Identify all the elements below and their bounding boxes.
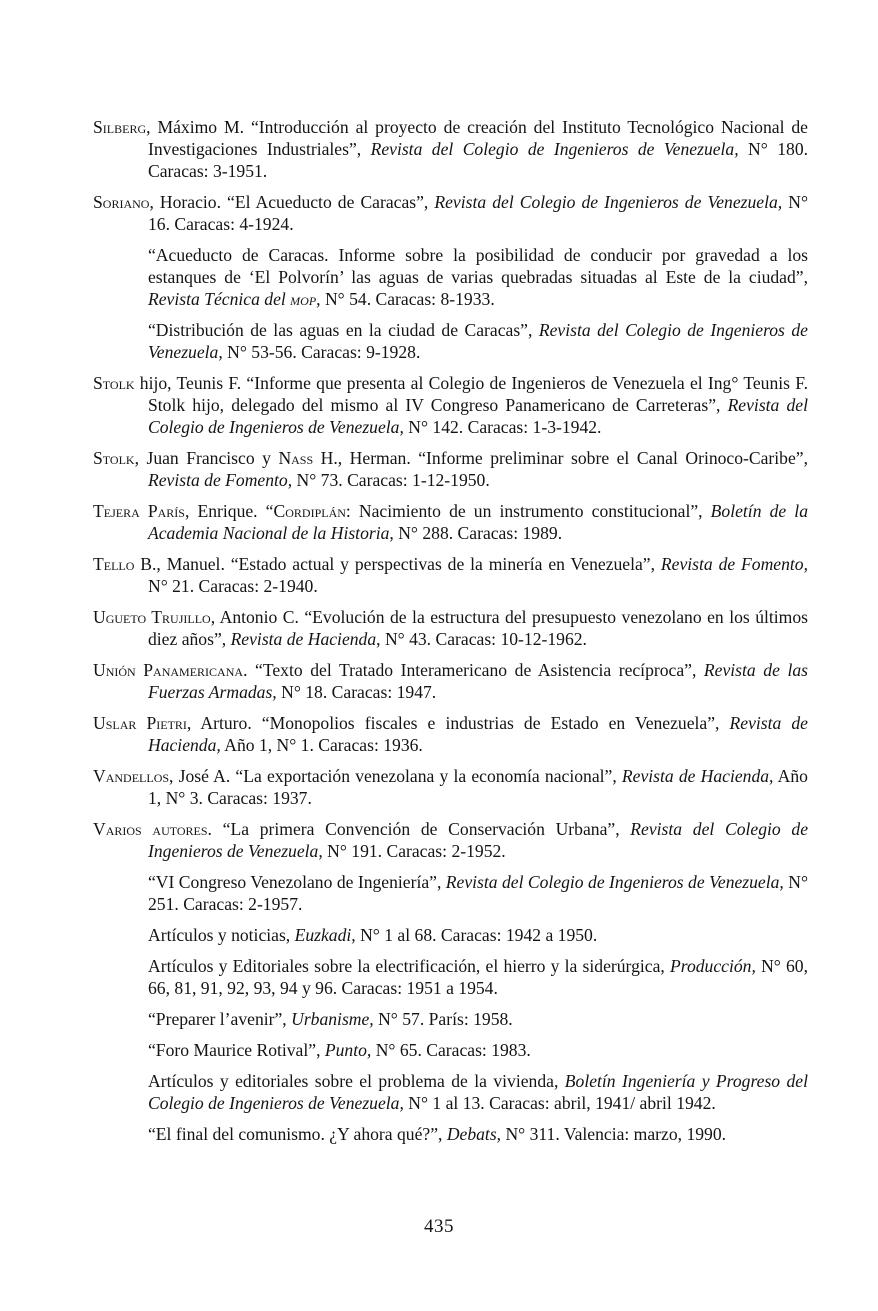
- entry-text-segment: Debats,: [446, 1124, 502, 1144]
- bibliography-entry: [148, 955, 808, 999]
- entry-text-segment: “VI Congreso Venezolano de Ingeniería”,: [148, 872, 446, 892]
- entry-text-segment: Revista de Hacienda,: [148, 713, 808, 755]
- entry-text-segment: Revista del Colegio de Ingenieros de Venezuela,: [370, 139, 739, 159]
- bibliography-entry: [148, 1008, 808, 1030]
- entry-text-segment: Tello: [93, 554, 135, 574]
- entry-text-segment: Revista del Colegio de Ingenieros de Venezuela,: [434, 192, 783, 212]
- entry-text-segment: N° 54. Caracas: 8-1933.: [320, 289, 495, 309]
- entry-text-segment: Revista de Fomento,: [660, 554, 808, 574]
- entry-text-segment: N° 251. Caracas: 2-1957.: [148, 872, 809, 914]
- entry-text-segment: ,: [316, 289, 321, 309]
- entry-text-segment: Euzkadi,: [294, 925, 356, 945]
- entry-text-segment: N° 65. Caracas: 1983.: [371, 1040, 531, 1060]
- entry-text-segment: N° 1 al 68. Caracas: 1942 a 1950.: [355, 925, 598, 945]
- entry-text-segment: , José A. “La exportación venezolana y la economía nacional”,: [169, 766, 622, 786]
- bibliography-entry: [148, 319, 808, 363]
- entry-text-segment: B., Manuel. “Estado actual y perspectivas de la minería en Venezuela”,: [134, 554, 661, 574]
- entry-text-segment: , Máximo M. “Introducción al proyecto de creación del Instituto Tecnológico Nacional de Investigaciones Industriales”,: [146, 117, 808, 159]
- entry-text-segment: , Antonio C. “Evolución de la estructura del presupuesto venezolano en los últimos diez años”,: [148, 607, 809, 649]
- entry-text-segment: Uslar Pietri: [93, 713, 187, 733]
- entry-text-segment: Urbanisme,: [291, 1009, 374, 1029]
- entry-text-segment: , Horacio. “El Acueducto de Caracas”,: [149, 192, 435, 212]
- entry-text-segment: : Nacimiento de un instrumento constitucional”,: [345, 501, 711, 521]
- entry-text-segment: Soriano: [93, 192, 150, 212]
- page-number: 435: [424, 1216, 454, 1237]
- entry-text-segment: N° 191. Caracas: 2-1952.: [322, 841, 506, 861]
- entry-text-segment: “Preparer l’avenir”,: [148, 1009, 292, 1029]
- bibliography-entry: [148, 924, 808, 946]
- entry-text-segment: hijo, Teunis F. “Informe que presenta al Colegio de Ingenieros de Venezuela el Ing° Teunis F. Stolk hijo, delegado del mismo al IV Congreso Panamericano de Carreteras”,: [134, 373, 808, 415]
- bibliography-entry: [148, 1070, 808, 1114]
- entry-text-segment: N° 21. Caracas: 2-1940.: [148, 576, 318, 596]
- entry-text-segment: Año 1, N° 3. Caracas: 1937.: [148, 766, 808, 808]
- entry-text-segment: N° 180. Caracas: 3-1951.: [148, 139, 809, 181]
- bibliography-entry: [93, 372, 808, 438]
- bibliography-entry: [93, 500, 808, 544]
- bibliography-entry: [93, 116, 808, 182]
- entry-text-segment: Silberg: [93, 117, 147, 137]
- entry-text-segment: Revista de Hacienda: [230, 629, 377, 649]
- entry-text-segment: “Foro Maurice Rotival”,: [148, 1040, 325, 1060]
- bibliography-entry: [148, 244, 808, 310]
- entry-text-segment: Cordiplán: [273, 501, 346, 521]
- entry-text-segment: N° 16. Caracas: 4-1924.: [148, 192, 808, 234]
- entry-text-segment: Revista del Colegio de Ingenieros de Venezuela,: [148, 320, 808, 362]
- entry-text-segment: Revista del Colegio de Ingenieros de Venezuela,: [445, 872, 784, 892]
- entry-text-segment: , Arturo. “Monopolios fiscales e industrias de Estado en Venezuela”,: [186, 713, 730, 733]
- entry-text-segment: Boletín de la Academia Nacional de la Historia,: [148, 501, 808, 543]
- bibliography-entries: [93, 116, 808, 1154]
- bibliography-entry: [93, 606, 808, 650]
- entry-text-segment: “Distribución de las aguas en la ciudad de Caracas”,: [148, 320, 539, 340]
- entry-text-segment: Artículos y editoriales sobre el problema de la vivienda,: [148, 1071, 565, 1091]
- entry-text-segment: Stolk: [93, 373, 135, 393]
- entry-text-segment: Artículos y Editoriales sobre la electrificación, el hierro y la siderúrgica,: [148, 956, 671, 976]
- entry-text-segment: . “La primera Convención de Conservación Urbana”,: [207, 819, 631, 839]
- entry-text-segment: Año 1, N° 1. Caracas: 1936.: [220, 735, 423, 755]
- entry-text-segment: Boletín Ingeniería y Progreso del Colegio de Ingenieros de Venezuela,: [148, 1071, 809, 1113]
- entry-text-segment: Vandellos: [93, 766, 170, 786]
- entry-text-segment: Producción,: [670, 956, 756, 976]
- entry-text-segment: Stolk: [93, 448, 135, 468]
- entry-text-segment: Unión Panamericana: [93, 660, 244, 680]
- entry-text-segment: H., Herman. “Informe preliminar sobre el Canal Orinoco-Caribe”,: [313, 448, 808, 468]
- entry-text-segment: Nass: [278, 448, 314, 468]
- entry-text-segment: , Juan Francisco y: [134, 448, 279, 468]
- entry-text-segment: N° 57. París: 1958.: [373, 1009, 513, 1029]
- entry-text-segment: Punto,: [324, 1040, 372, 1060]
- entry-text-segment: Revista de Hacienda,: [621, 766, 774, 786]
- entry-text-segment: Tejera París: [93, 501, 185, 521]
- entry-text-segment: Revista de Fomento,: [148, 470, 293, 490]
- bibliography-entry: [148, 871, 808, 915]
- entry-text-segment: Ugueto Trujillo: [93, 607, 211, 627]
- entry-text-segment: Revista del Colegio de Ingenieros de Venezuela,: [148, 395, 808, 437]
- entry-text-segment: Revista Técnica del: [148, 289, 291, 309]
- entry-text-segment: “Acueducto de Caracas. Informe sobre la posibilidad de conducir por gravedad a los estanques de ‘El Polvorín’ las aguas de varias quebradas situadas al Este de la ciudad”,: [148, 245, 808, 287]
- bibliography-entry: [148, 1123, 808, 1145]
- bibliography-entry: [93, 447, 808, 491]
- entry-text-segment: “El final del comunismo. ¿Y ahora qué?”,: [148, 1124, 447, 1144]
- bibliography-entry: [93, 765, 808, 809]
- entry-text-segment: N° 311. Valencia: marzo, 1990.: [501, 1124, 727, 1144]
- entry-text-segment: N° 53-56. Caracas: 9-1928.: [222, 342, 421, 362]
- entry-text-segment: mop: [290, 289, 317, 309]
- entry-text-segment: N° 60, 66, 81, 91, 92, 93, 94 y 96. Caracas: 1951 a 1954.: [148, 956, 809, 998]
- entry-text-segment: N° 73. Caracas: 1-12-1950.: [292, 470, 490, 490]
- entry-text-segment: Revista de las Fuerzas Armadas,: [148, 660, 808, 702]
- bibliography-entry: [93, 659, 808, 703]
- entry-text-segment: , N° 43. Caracas: 10-12-1962.: [376, 629, 587, 649]
- entry-text-segment: . “Texto del Tratado Interamericano de Asistencia recíproca”,: [243, 660, 704, 680]
- bibliography-entry: [93, 191, 808, 235]
- bibliography-entry: [93, 712, 808, 756]
- entry-text-segment: N° 288. Caracas: 1989.: [393, 523, 563, 543]
- entry-text-segment: Revista del Colegio de Ingenieros de Venezuela,: [148, 819, 809, 861]
- entry-text-segment: Artículos y noticias,: [148, 925, 295, 945]
- entry-text-segment: N° 18. Caracas: 1947.: [276, 682, 437, 702]
- entry-text-segment: Varios autores: [93, 819, 208, 839]
- bibliography-entry: [93, 553, 808, 597]
- entry-text-segment: N° 142. Caracas: 1-3-1942.: [403, 417, 602, 437]
- bibliography-entry: [148, 1039, 808, 1061]
- bibliography-entry: [93, 818, 808, 862]
- entry-text-segment: N° 1 al 13. Caracas: abril, 1941/ abril 1942.: [403, 1093, 716, 1113]
- entry-text-segment: , Enrique. “: [184, 501, 274, 521]
